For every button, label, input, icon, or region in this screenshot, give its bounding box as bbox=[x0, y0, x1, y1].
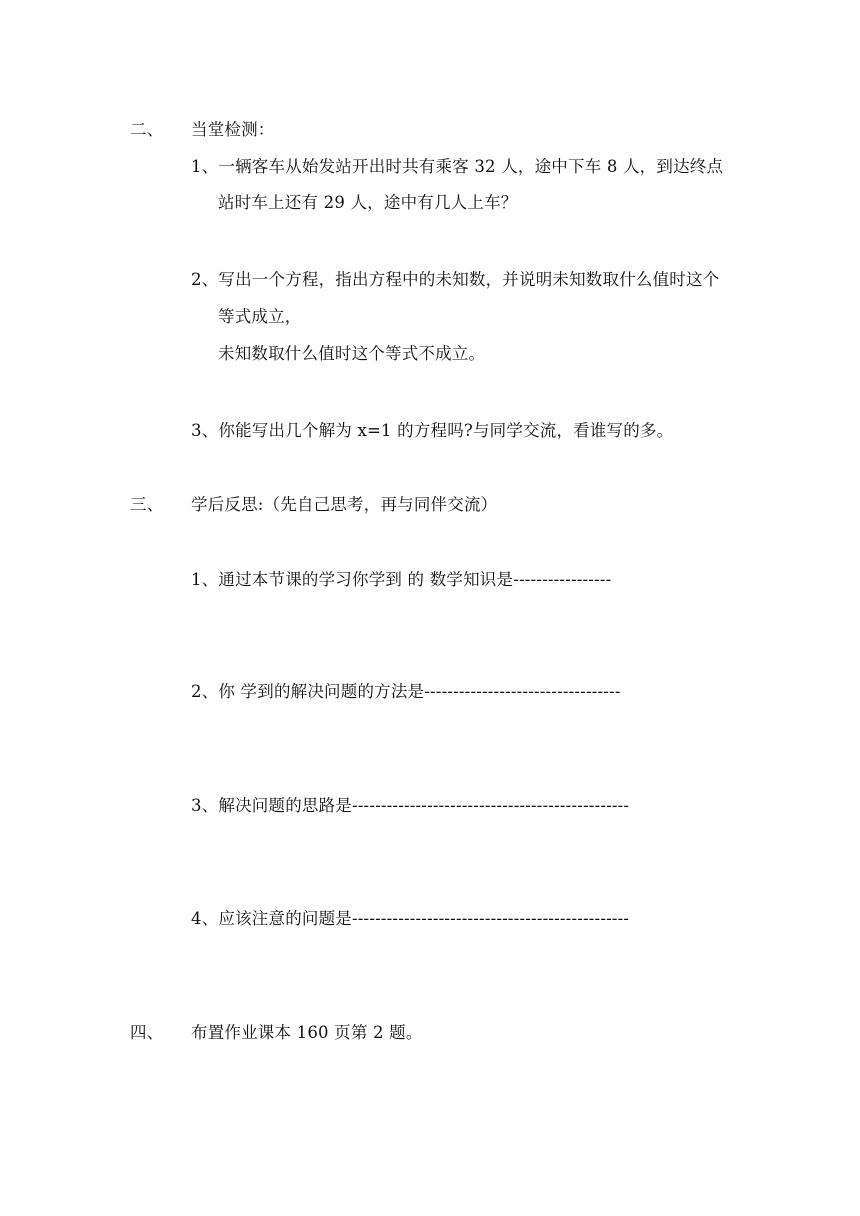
section-2-heading: 当堂检测： bbox=[191, 120, 275, 139]
section-4-heading: 布置作业课本 160 页第 2 题。 bbox=[191, 1023, 423, 1042]
section-3-heading: 学后反思:（先自己思考，再与同伴交流） bbox=[191, 495, 498, 514]
section-2-number: 二、 bbox=[130, 120, 164, 139]
question-2-line-3: 未知数取什么值时这个等式不成立。 bbox=[218, 344, 486, 363]
section-3-number: 三、 bbox=[130, 495, 164, 514]
reflection-3: 3、解决问题的思路是------------------------------------------------ bbox=[191, 796, 630, 815]
reflection-1: 1、通过本节课的学习你学到 的 数学知识是----------------- bbox=[191, 570, 612, 589]
question-3: 3、你能写出几个解为 x=1 的方程吗?与同学交流，看谁写的多。 bbox=[191, 421, 674, 440]
section-4-number: 四、 bbox=[130, 1023, 164, 1042]
question-1-line-2: 站时车上还有 29 人，途中有几人上车？ bbox=[218, 193, 518, 212]
question-2-line-1: 2、写出一个方程，指出方程中的未知数，并说明未知数取什么值时这个 bbox=[191, 270, 720, 289]
question-1-line-1: 1、一辆客车从始发站开出时共有乘客 32 人，途中下车 8 人，到达终点 bbox=[191, 157, 724, 176]
reflection-2: 2、你 学到的解决问题的方法是---------------------------------- bbox=[191, 682, 621, 701]
reflection-4: 4、应该注意的问题是------------------------------------------------ bbox=[191, 909, 630, 928]
question-2-line-2: 等式成立， bbox=[218, 307, 302, 326]
